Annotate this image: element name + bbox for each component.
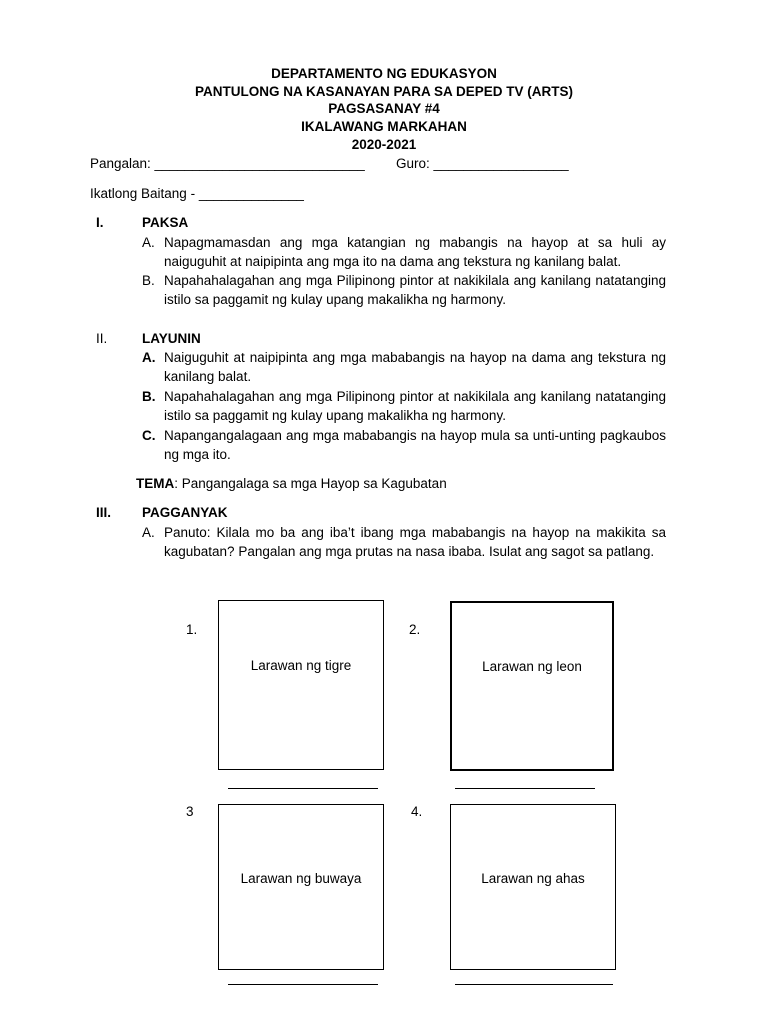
header-line-title: PANTULONG NA KASANAYAN PARA SA DEPED TV (ARTS) bbox=[194, 84, 574, 99]
section-3-item-a-text: Panuto: Kilala mo ba ang iba’t ibang mga mababangis na hayop na makikita sa kagubatan? Pangalan ang mga prutas na nasa ibaba. Isulat ang sagot sa patlang. bbox=[164, 525, 666, 559]
teacher-field-label: Guro: __________________ bbox=[396, 156, 569, 171]
picture-box-2 bbox=[450, 601, 614, 771]
section-2-item-b-letter: B. bbox=[142, 389, 156, 404]
section-1-item-a-letter: A. bbox=[142, 235, 155, 250]
box-3-number: 3 bbox=[186, 804, 194, 819]
section-1-item-b-text: Napahahalagahan ang mga Pilipinong pintor at nakikilala ang kanilang natatanging istilo sa paggamit ng kulay upang makalikha ng harmony. bbox=[164, 273, 666, 307]
tema-text: : Pangangalaga sa mga Hayop sa Kagubatan bbox=[174, 476, 447, 491]
section-1-item-a-text: Napagmamasdan ang mga katangian ng mabangis na hayop at sa huli ay naiguguhit at naipipinta ang mga ito na dama ang tekstura ng kanilang balat. bbox=[164, 235, 666, 269]
section-2-item-b-text: Napahahalagahan ang mga Pilipinong pintor at nakikilala ang kanilang natatanging istilo sa paggamit ng kulay upang makalikha ng harmony. bbox=[164, 389, 666, 423]
grade-field-label: Ikatlong Baitang - ______________ bbox=[90, 186, 304, 201]
picture-box-3 bbox=[218, 804, 384, 970]
header-line-school-year: 2020-2021 bbox=[351, 137, 417, 152]
box-2-number: 2. bbox=[409, 622, 421, 637]
tema-label: TEMA bbox=[136, 476, 175, 491]
answer-line-2[interactable] bbox=[455, 788, 595, 789]
tema-line bbox=[136, 474, 447, 493]
section-1-item-b-letter: B. bbox=[142, 273, 155, 288]
section-1-title: PAKSA bbox=[142, 215, 189, 230]
section-2-title: LAYUNIN bbox=[142, 331, 201, 346]
header-line-exercise: PAGSASANAY #4 bbox=[328, 101, 440, 116]
section-2-item-a-text: Naiguguhit at naipipinta ang mga mababangis na hayop na dama ang tekstura ng kanilang balat. bbox=[164, 350, 666, 384]
section-3-title: PAGGANYAK bbox=[142, 505, 228, 520]
picture-box-4-label: Larawan ng ahas bbox=[481, 871, 585, 886]
picture-box-1 bbox=[218, 600, 384, 770]
section-2-item-c-letter: C. bbox=[142, 428, 156, 443]
box-1-number: 1. bbox=[186, 622, 198, 637]
picture-box-2-label: Larawan ng leon bbox=[482, 659, 582, 674]
picture-box-1-label: Larawan ng tigre bbox=[250, 658, 352, 673]
header-line-department: DEPARTAMENTO NG EDUKASYON bbox=[271, 66, 497, 81]
section-2-numeral: II. bbox=[96, 331, 108, 346]
section-1-numeral: I. bbox=[96, 215, 104, 230]
section-2-item-c-text: Napangangalagaan ang mga mababangis na hayop mula sa unti-unting pagkaubos ng mga ito. bbox=[164, 428, 666, 462]
answer-line-4[interactable] bbox=[455, 984, 613, 985]
section-3-item-a-letter: A. bbox=[142, 525, 155, 540]
header-line-quarter: IKALAWANG MARKAHAN bbox=[301, 119, 467, 134]
name-field-label: Pangalan: ____________________________ bbox=[90, 156, 365, 171]
picture-box-3-label: Larawan ng buwaya bbox=[240, 871, 362, 886]
answer-line-3[interactable] bbox=[228, 984, 378, 985]
picture-box-4 bbox=[450, 804, 616, 970]
answer-line-1[interactable] bbox=[228, 788, 378, 789]
section-3-numeral: III. bbox=[96, 505, 112, 520]
box-4-number: 4. bbox=[411, 804, 423, 819]
section-2-item-a-letter: A. bbox=[142, 350, 156, 365]
